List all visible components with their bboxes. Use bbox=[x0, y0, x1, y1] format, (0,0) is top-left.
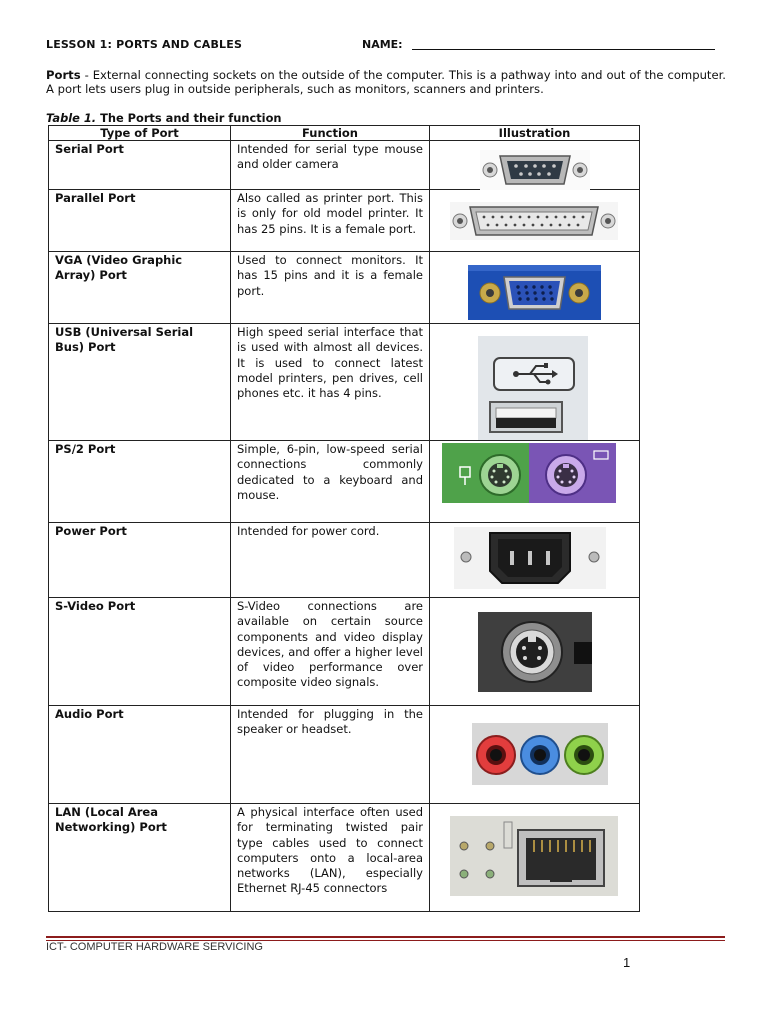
port-illustration bbox=[430, 804, 640, 912]
port-type: Parallel Port bbox=[49, 190, 231, 252]
name-blank-line bbox=[412, 49, 715, 50]
table-row bbox=[49, 598, 640, 706]
port-function: A physical interface often used for terminating twisted pair type cables used to connect computers onto a local-area networks (LAN), especially Ethernet RJ-45 connectors bbox=[231, 804, 430, 912]
port-illustration bbox=[430, 706, 640, 804]
parallel-port-icon bbox=[450, 202, 618, 240]
table-row bbox=[49, 190, 640, 252]
vga-port-icon bbox=[468, 265, 601, 320]
lesson-title: LESSON 1: PORTS AND CABLES bbox=[46, 38, 243, 51]
footer-course: ICT- COMPUTER HARDWARE SERVICING bbox=[46, 941, 263, 953]
name-label: NAME: bbox=[362, 38, 403, 51]
serial-port-icon bbox=[480, 150, 590, 190]
port-illustration bbox=[430, 324, 640, 441]
footer-rule bbox=[46, 936, 725, 938]
port-type: VGA (Video Graphic Array) Port bbox=[49, 252, 231, 324]
port-type: Power Port bbox=[49, 523, 231, 598]
port-type: USB (Universal Serial Bus) Port bbox=[49, 324, 231, 441]
ports-table bbox=[48, 125, 640, 912]
port-function: High speed serial interface that is used with almost all devices. It is used to connect latest model printers, pen drives, cell phones etc. it has 4 pins. bbox=[231, 324, 430, 441]
port-type: PS/2 Port bbox=[49, 441, 231, 523]
usb-port-icon bbox=[478, 336, 588, 440]
page-number: 1 bbox=[623, 955, 631, 970]
header-function: Function bbox=[231, 126, 430, 141]
port-illustration bbox=[430, 598, 640, 706]
table-row bbox=[49, 804, 640, 912]
port-illustration bbox=[430, 523, 640, 598]
table-row bbox=[49, 706, 640, 804]
table-caption-text: The Ports and their function bbox=[96, 111, 282, 125]
port-illustration bbox=[430, 141, 640, 190]
svideo-port-icon bbox=[478, 612, 592, 692]
port-illustration bbox=[430, 190, 640, 252]
audio-port-icon bbox=[472, 723, 608, 785]
port-function: Intended for serial type mouse and older camera bbox=[231, 141, 430, 190]
port-illustration bbox=[430, 441, 640, 523]
port-type: Audio Port bbox=[49, 706, 231, 804]
table-row bbox=[49, 441, 640, 523]
port-illustration bbox=[430, 252, 640, 324]
port-type: Serial Port bbox=[49, 141, 231, 190]
header-illustration: Illustration bbox=[430, 126, 640, 141]
table-caption bbox=[46, 111, 282, 125]
ps2-port-icon bbox=[442, 443, 616, 503]
header-type-of-port: Type of Port bbox=[49, 126, 231, 141]
power-port-icon bbox=[454, 527, 606, 589]
intro-term: Ports bbox=[46, 68, 81, 82]
intro-paragraph bbox=[46, 68, 726, 96]
port-type: LAN (Local Area Networking) Port bbox=[49, 804, 231, 912]
intro-text: - External connecting sockets on the outside of the computer. This is a pathway into and out of the computer. A port lets users plug in outside peripherals, such as monitors, scanners and printers. bbox=[46, 68, 726, 96]
page-header bbox=[46, 38, 726, 56]
table-header-row bbox=[49, 126, 640, 141]
port-function: Used to connect monitors. It has 15 pins and it is a female port. bbox=[231, 252, 430, 324]
port-function: S-Video connections are available on certain source components and video display devices, and offer a higher level of video performance over composite video signals. bbox=[231, 598, 430, 706]
port-type: S-Video Port bbox=[49, 598, 231, 706]
table-row bbox=[49, 324, 640, 441]
port-function: Simple, 6-pin, low-speed serial connections commonly dedicated to a keyboard and mouse. bbox=[231, 441, 430, 523]
lan-port-icon bbox=[450, 816, 618, 896]
table-caption-label: Table 1. bbox=[46, 111, 97, 125]
table-row bbox=[49, 523, 640, 598]
table-row bbox=[49, 141, 640, 190]
port-function: Intended for plugging in the speaker or headset. bbox=[231, 706, 430, 804]
table-row bbox=[49, 252, 640, 324]
port-function: Intended for power cord. bbox=[231, 523, 430, 598]
port-function: Also called as printer port. This is only for old model printer. It has 25 pins. It is a female port. bbox=[231, 190, 430, 252]
